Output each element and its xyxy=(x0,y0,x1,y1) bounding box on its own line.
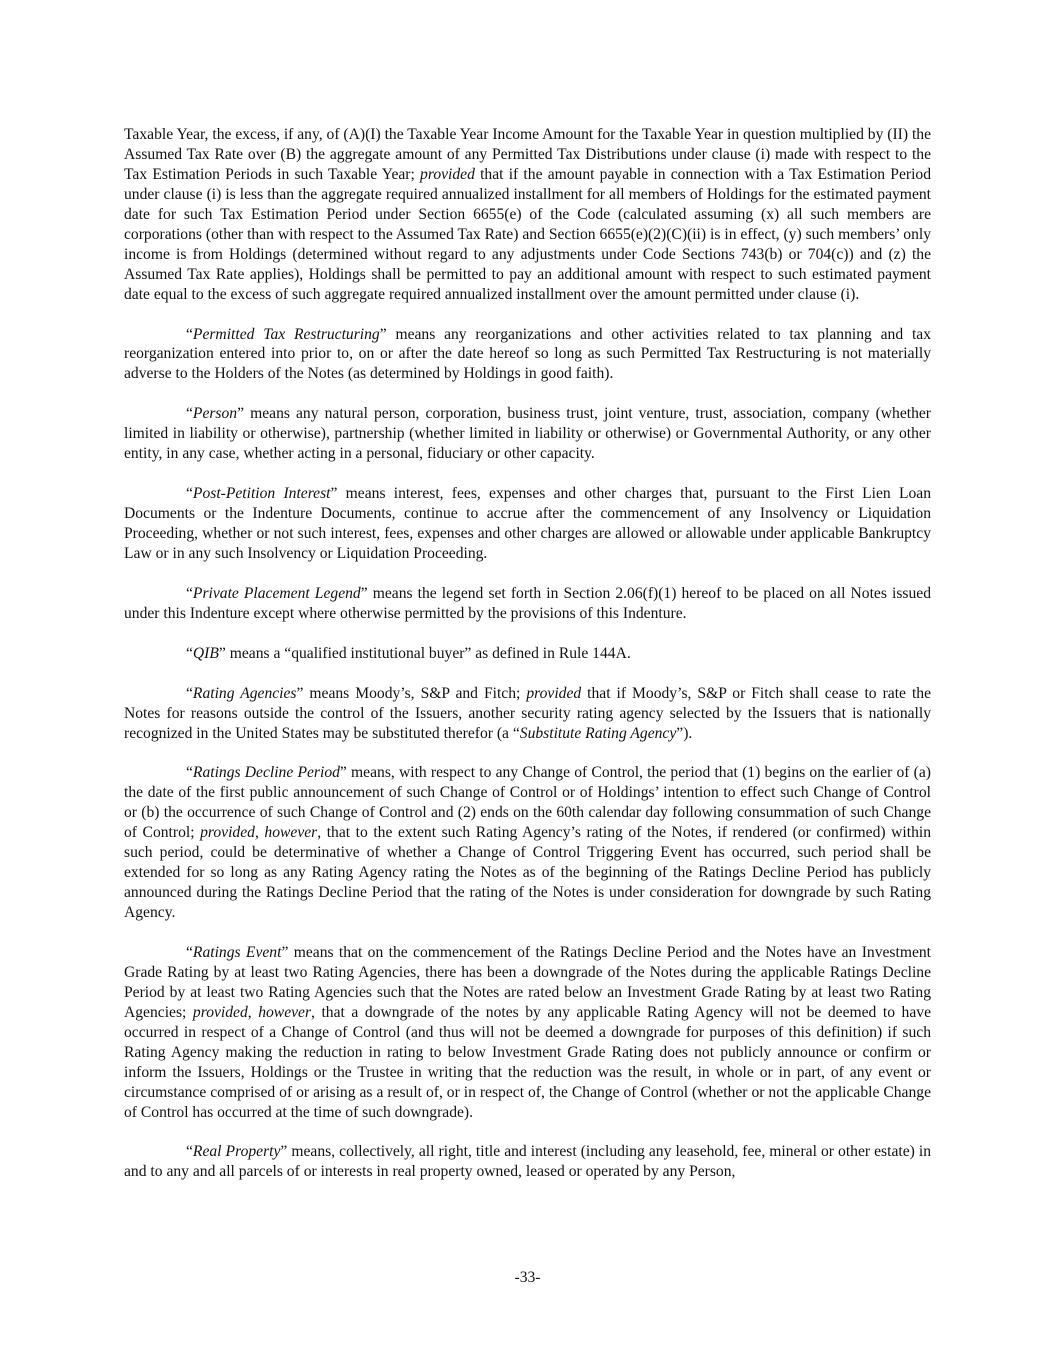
text-run: ” means Moody’s, S&P and Fitch; xyxy=(296,684,527,702)
text-run: ” means a “qualified institutional buyer” as defined in Rule 144A. xyxy=(218,644,631,662)
italic-term: provided xyxy=(420,165,475,183)
text-run: that if Moody’s, S&P or Fitch shall cease to rate the Notes for reasons outside the control of the Issuers, another security rating agency selected by the Issuers that is nationally recognized in the United States may be substituted therefor (a “ xyxy=(124,684,931,742)
definition-qib xyxy=(124,644,931,664)
text-run: “ xyxy=(186,485,193,503)
italic-term: Ratings Decline Period xyxy=(192,764,340,782)
paragraph-tax-distributions-continued xyxy=(124,125,931,305)
italic-term: Person xyxy=(192,405,238,423)
italic-term: however xyxy=(264,824,318,842)
italic-term: Private Placement Legend xyxy=(192,584,361,602)
text-run: ” means any reorganizations and other activities related to tax planning and tax reorganization entered into prior to, on or after the date hereof so long as such Permitted Tax Restructuring is not materially adverse to the Holders of the Notes (as determined by Holdings in good faith). xyxy=(124,325,931,383)
text-run: ” means the legend set forth in Section 2.06(f)(1) hereof to be placed on all Notes issued under this Indenture except where otherwise permitted by the provisions of this Indenture. xyxy=(124,584,931,622)
page-number: -33- xyxy=(514,1269,541,1286)
text-run: , xyxy=(247,1003,259,1021)
definition-person xyxy=(124,404,931,464)
text-run: “ xyxy=(186,584,193,602)
italic-term: provided xyxy=(192,1003,248,1021)
text-run: “ xyxy=(186,684,193,702)
text-run: , that a downgrade of the notes by any applicable Rating Agency will not be deemed to have occurred in respect of a Change of Control (and thus will not be deemed a downgrade for purposes of this definition) if such Rating Agency making the reduction in rating to below Investment Grade Rating does not publicly announce or confirm or inform the Issuers, Holdings or the Trustee in writing that the reduction was the result, in whole or in part, of any event or circumstance comprised of or arising as a result of, or in respect of, the Change of Control (whether or not the applicable Change of Control has occurred at the time of such downgrade). xyxy=(124,1003,931,1121)
text-run: “ xyxy=(186,644,193,662)
text-run: ” means that on the commencement of the Ratings Decline Period and the Notes have an Investment Grade Rating by at least two Rating Agencies, there has been a downgrade of the Notes during the applicable Ratings Decline Period by at least two Rating Agencies such that the Notes are rated below an Investment Grade Rating by at least two Rating Agencies; xyxy=(124,943,932,1021)
definition-real-property xyxy=(124,1142,931,1182)
italic-term: however xyxy=(258,1003,312,1021)
text-run: ” means any natural person, corporation, business trust, joint venture, trust, association, company (whether limited in liability or otherwise), partnership (whether limited in liability or otherwise) or Governmental Authority, or any other entity, in any case, whether acting in a personal, fiduciary or other capacity. xyxy=(124,405,931,463)
text-run: Taxable Year, the excess, if any, of (A)(I) the Taxable Year Income Amount for the Taxable Year in question multiplied by (II) the Assumed Tax Rate over (B) the aggregate amount of any Permitted Tax Distributions under clause (i) made with respect to the Tax Estimation Periods in such Taxable Year; xyxy=(124,126,931,183)
definition-rating-agencies xyxy=(124,684,931,744)
italic-term: Real Property xyxy=(192,1143,281,1161)
text-run: “ xyxy=(186,325,193,343)
text-run: ” means interest, fees, expenses and other charges that, pursuant to the First Lien Loan Documents or the Indenture Documents, continue to accrue after the commencement of any Insolvency or Liquidation Proceeding, whether or not such interest, fees, expenses and other charges are allowed or allowable under applicable Bankruptcy Law or in any such Insolvency or Liquidation Proceeding. xyxy=(124,485,931,562)
italic-term: Permitted Tax Restructuring xyxy=(192,325,380,343)
italic-term: Ratings Event xyxy=(192,943,282,961)
italic-term: QIB xyxy=(192,644,219,662)
text-run: ”). xyxy=(676,724,693,742)
text-run: “ xyxy=(186,405,193,423)
text-run: , that to the extent such Rating Agency’s rating of the Notes, if rendered (or confirmed) within such period, could be determinative of whether a Change of Control Triggering Event has occurred, such period shall be extended for so long as any Rating Agency rating the Notes as of the beginning of the Ratings Decline Period has publicly announced during the Ratings Decline Period that the rating of the Notes is under consideration for downgrade by such Rating Agency. xyxy=(124,824,932,922)
text-run: that if the amount payable in connection with a Tax Estimation Period under clause (i) is less than the aggregate required annualized installment for all members of Holdings for the estimated payment date for such Tax Estimation Period under Section 6655(e) of the Code (calculated assuming (x) all such members are corporations (other than with respect to the Assumed Tax Rate) and Section 6655(e)(2)(C)(ii) is in effect, (y) such members’ only income is from Holdings (determined without regard to any adjustments under Code Sections 743(b) or 704(c)) and (z) the Assumed Tax Rate applies), Holdings shall be permitted to pay an additional amount with respect to such estimated payment date equal to the excess of such aggregate required annualized installment over the amount permitted under clause (i). xyxy=(124,165,931,303)
definition-ratings-decline-period xyxy=(124,763,931,923)
definition-permitted-tax-restructuring xyxy=(124,325,931,385)
definition-private-placement-legend xyxy=(124,584,931,624)
text-run: “ xyxy=(186,764,193,782)
italic-term: Rating Agencies xyxy=(192,684,297,702)
document-body xyxy=(124,125,931,1202)
italic-term: Post-Petition Interest xyxy=(192,485,331,503)
italic-term: provided xyxy=(200,824,255,842)
text-run: “ xyxy=(186,943,193,961)
text-run: , xyxy=(254,824,265,842)
definition-ratings-event xyxy=(124,943,931,1123)
italic-term: Substitute Rating Agency xyxy=(519,724,677,742)
text-run: ” means, with respect to any Change of Control, the period that (1) begins on the earlier of (a) the date of the first public announcement of such Change of Control or of Holdings’ intention to effect such Change of Control or (b) the occurrence of such Change of Control and (2) ends on the 60th calendar day following consummation of such Change of Control; xyxy=(124,764,931,842)
text-run: “ xyxy=(186,1143,193,1161)
italic-term: provided xyxy=(526,684,582,702)
definition-post-petition-interest xyxy=(124,484,931,564)
text-run: ” means, collectively, all right, title and interest (including any leasehold, fee, mineral or other estate) in and to any and all parcels of or interests in real property owned, leased or operated by any Person, xyxy=(124,1143,931,1181)
